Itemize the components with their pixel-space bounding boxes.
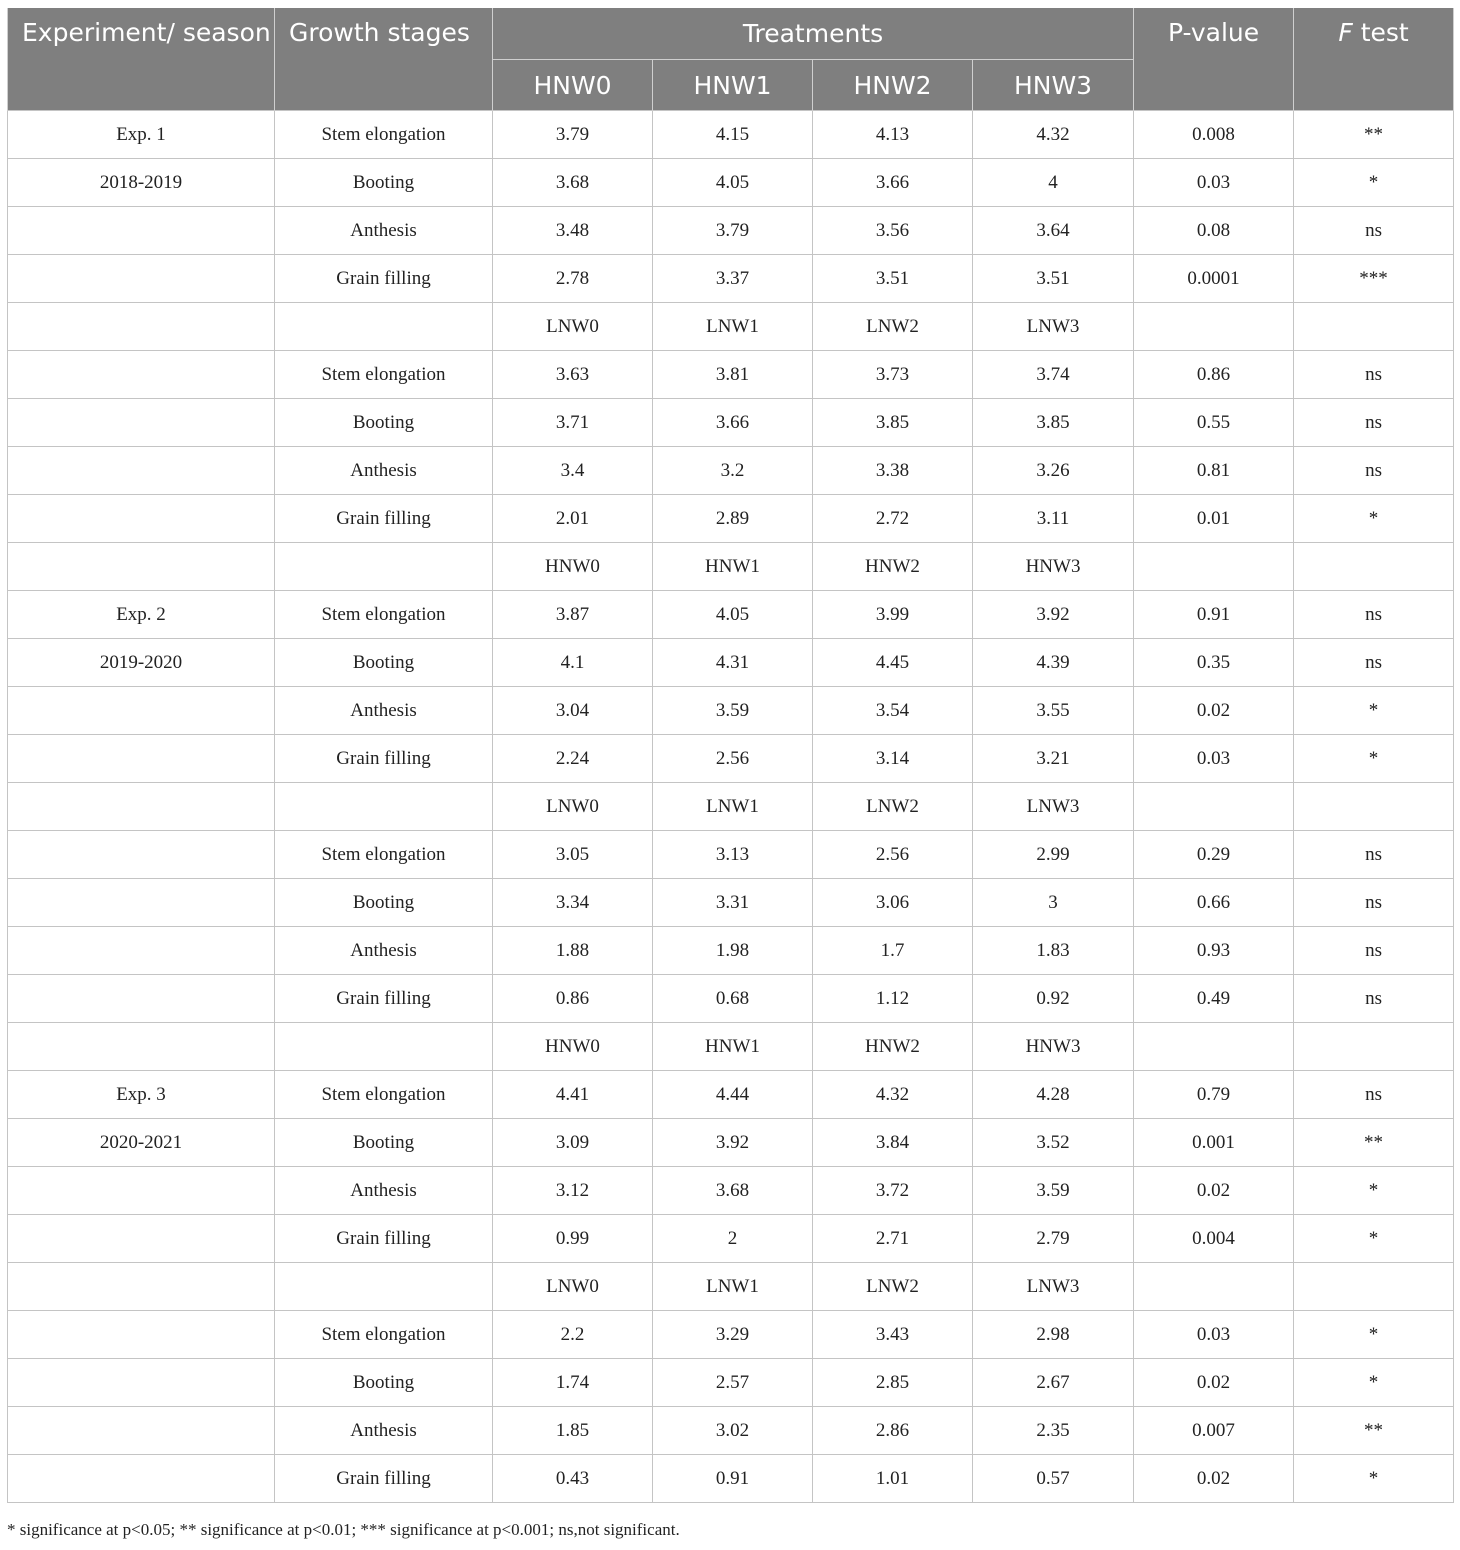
header-treatment-1: HNW1 xyxy=(653,60,813,111)
cell-f-test: ns xyxy=(1294,975,1454,1023)
cell-treatment-1: 3.31 xyxy=(653,879,813,927)
table-row xyxy=(8,399,1454,447)
cell-treatment-3: 3.52 xyxy=(973,1119,1134,1167)
cell-f-test: * xyxy=(1294,1455,1454,1503)
header-treatment-2: HNW2 xyxy=(813,60,973,111)
cell-treatment-0: 3.79 xyxy=(493,111,653,159)
cell-growth-stage: Grain filling xyxy=(275,255,493,303)
table-row xyxy=(8,1263,1454,1311)
cell-treatment-0: 1.88 xyxy=(493,927,653,975)
table-header xyxy=(8,8,1454,111)
cell-growth-stage: Grain filling xyxy=(275,975,493,1023)
cell-experiment: Exp. 2 xyxy=(8,591,275,639)
cell-growth-stage: Booting xyxy=(275,159,493,207)
cell-growth-stage: Grain filling xyxy=(275,1455,493,1503)
table-row xyxy=(8,591,1454,639)
cell-growth-stage: Booting xyxy=(275,1119,493,1167)
cell-treatment-1: LNW1 xyxy=(653,1263,813,1311)
cell-treatment-1: 3.81 xyxy=(653,351,813,399)
cell-treatment-1: 3.13 xyxy=(653,831,813,879)
cell-treatment-2: 3.85 xyxy=(813,399,973,447)
cell-treatment-0: 3.4 xyxy=(493,447,653,495)
cell-growth-stage: Stem elongation xyxy=(275,1311,493,1359)
cell-f-test xyxy=(1294,1023,1454,1071)
cell-treatment-2: LNW2 xyxy=(813,783,973,831)
cell-p-value: 0.01 xyxy=(1134,495,1294,543)
cell-treatment-2: 1.01 xyxy=(813,1455,973,1503)
cell-treatment-1: 4.05 xyxy=(653,159,813,207)
cell-growth-stage: Anthesis xyxy=(275,207,493,255)
table-row xyxy=(8,687,1454,735)
cell-p-value: 0.008 xyxy=(1134,111,1294,159)
table-row xyxy=(8,927,1454,975)
table-row xyxy=(8,879,1454,927)
cell-treatment-2: 2.85 xyxy=(813,1359,973,1407)
cell-treatment-1: HNW1 xyxy=(653,543,813,591)
cell-growth-stage: Stem elongation xyxy=(275,351,493,399)
cell-treatment-0: 3.12 xyxy=(493,1167,653,1215)
cell-experiment xyxy=(8,831,275,879)
cell-treatment-2: 3.54 xyxy=(813,687,973,735)
table-row xyxy=(8,735,1454,783)
table-row xyxy=(8,207,1454,255)
cell-treatment-3: LNW3 xyxy=(973,303,1134,351)
cell-f-test: * xyxy=(1294,1359,1454,1407)
cell-f-test xyxy=(1294,783,1454,831)
cell-treatment-1: 4.05 xyxy=(653,591,813,639)
cell-treatment-2: 3.84 xyxy=(813,1119,973,1167)
cell-experiment xyxy=(8,687,275,735)
header-f-test xyxy=(1294,8,1454,111)
cell-experiment xyxy=(8,1263,275,1311)
cell-growth-stage xyxy=(275,543,493,591)
cell-treatment-3: 4 xyxy=(973,159,1134,207)
cell-f-test: ns xyxy=(1294,399,1454,447)
cell-f-test: ns xyxy=(1294,207,1454,255)
cell-growth-stage: Anthesis xyxy=(275,687,493,735)
cell-f-test: ns xyxy=(1294,831,1454,879)
cell-growth-stage: Booting xyxy=(275,1359,493,1407)
cell-treatment-3: LNW3 xyxy=(973,1263,1134,1311)
cell-treatment-1: 0.91 xyxy=(653,1455,813,1503)
cell-treatment-0: 3.63 xyxy=(493,351,653,399)
table-row xyxy=(8,495,1454,543)
cell-experiment xyxy=(8,495,275,543)
cell-treatment-1: 2.57 xyxy=(653,1359,813,1407)
cell-treatment-1: 3.02 xyxy=(653,1407,813,1455)
cell-p-value: 0.0001 xyxy=(1134,255,1294,303)
cell-p-value: 0.29 xyxy=(1134,831,1294,879)
cell-treatment-2: HNW2 xyxy=(813,1023,973,1071)
cell-growth-stage xyxy=(275,1023,493,1071)
cell-treatment-3: 3.11 xyxy=(973,495,1134,543)
cell-f-test: ns xyxy=(1294,639,1454,687)
table-row xyxy=(8,303,1454,351)
cell-treatment-3: 2.35 xyxy=(973,1407,1134,1455)
cell-p-value: 0.93 xyxy=(1134,927,1294,975)
cell-treatment-0: 0.43 xyxy=(493,1455,653,1503)
table-row xyxy=(8,1455,1454,1503)
cell-treatment-0: 3.68 xyxy=(493,159,653,207)
cell-treatment-0: 4.41 xyxy=(493,1071,653,1119)
table-row xyxy=(8,1359,1454,1407)
cell-treatment-1: LNW1 xyxy=(653,783,813,831)
cell-treatment-2: 3.99 xyxy=(813,591,973,639)
cell-treatment-2: 1.7 xyxy=(813,927,973,975)
table-row xyxy=(8,1215,1454,1263)
cell-treatment-3: 4.32 xyxy=(973,111,1134,159)
cell-growth-stage xyxy=(275,1263,493,1311)
cell-growth-stage: Anthesis xyxy=(275,447,493,495)
cell-p-value: 0.02 xyxy=(1134,1167,1294,1215)
cell-p-value: 0.49 xyxy=(1134,975,1294,1023)
cell-treatment-3: 3.59 xyxy=(973,1167,1134,1215)
cell-treatment-3: 2.99 xyxy=(973,831,1134,879)
cell-experiment xyxy=(8,399,275,447)
cell-treatment-0: 2.78 xyxy=(493,255,653,303)
cell-treatment-0: 3.04 xyxy=(493,687,653,735)
cell-p-value: 0.02 xyxy=(1134,687,1294,735)
cell-experiment xyxy=(8,1359,275,1407)
cell-p-value: 0.55 xyxy=(1134,399,1294,447)
cell-treatment-2: 1.12 xyxy=(813,975,973,1023)
cell-treatment-2: 3.66 xyxy=(813,159,973,207)
cell-treatment-3: 3.51 xyxy=(973,255,1134,303)
cell-experiment xyxy=(8,879,275,927)
table-row xyxy=(8,159,1454,207)
cell-treatment-3: 1.83 xyxy=(973,927,1134,975)
cell-f-test: * xyxy=(1294,159,1454,207)
header-p-value: P-value xyxy=(1134,8,1294,111)
cell-experiment xyxy=(8,927,275,975)
cell-f-test: ns xyxy=(1294,447,1454,495)
cell-experiment: 2019-2020 xyxy=(8,639,275,687)
cell-treatment-2: 4.45 xyxy=(813,639,973,687)
cell-p-value: 0.91 xyxy=(1134,591,1294,639)
cell-p-value xyxy=(1134,303,1294,351)
cell-treatment-2: 3.43 xyxy=(813,1311,973,1359)
cell-f-test: ** xyxy=(1294,1407,1454,1455)
cell-growth-stage: Stem elongation xyxy=(275,591,493,639)
cell-p-value: 0.02 xyxy=(1134,1359,1294,1407)
cell-p-value: 0.03 xyxy=(1134,1311,1294,1359)
cell-treatment-0: 2.2 xyxy=(493,1311,653,1359)
cell-p-value: 0.81 xyxy=(1134,447,1294,495)
table-row xyxy=(8,1023,1454,1071)
cell-f-test: * xyxy=(1294,1311,1454,1359)
cell-treatment-0: 1.85 xyxy=(493,1407,653,1455)
cell-treatment-1: 4.44 xyxy=(653,1071,813,1119)
cell-experiment xyxy=(8,543,275,591)
cell-experiment xyxy=(8,447,275,495)
cell-growth-stage: Anthesis xyxy=(275,927,493,975)
cell-treatment-0: LNW0 xyxy=(493,303,653,351)
cell-f-test: *** xyxy=(1294,255,1454,303)
cell-treatment-2: 3.51 xyxy=(813,255,973,303)
cell-growth-stage: Booting xyxy=(275,639,493,687)
cell-p-value xyxy=(1134,783,1294,831)
cell-p-value xyxy=(1134,1263,1294,1311)
cell-experiment: Exp. 1 xyxy=(8,111,275,159)
header-growth-stages: Growth stages xyxy=(275,8,493,111)
cell-growth-stage: Booting xyxy=(275,399,493,447)
cell-treatment-2: 2.72 xyxy=(813,495,973,543)
cell-experiment xyxy=(8,1167,275,1215)
table-row xyxy=(8,783,1454,831)
cell-treatment-1: 3.2 xyxy=(653,447,813,495)
cell-experiment xyxy=(8,1023,275,1071)
table-row xyxy=(8,255,1454,303)
cell-growth-stage: Stem elongation xyxy=(275,831,493,879)
cell-treatment-3: 3.85 xyxy=(973,399,1134,447)
cell-growth-stage: Anthesis xyxy=(275,1407,493,1455)
header-treatment-0: HNW0 xyxy=(493,60,653,111)
cell-experiment: 2020-2021 xyxy=(8,1119,275,1167)
cell-treatment-1: 4.31 xyxy=(653,639,813,687)
cell-p-value: 0.03 xyxy=(1134,159,1294,207)
cell-growth-stage: Grain filling xyxy=(275,495,493,543)
cell-f-test: ns xyxy=(1294,1071,1454,1119)
header-f-test-rest: test xyxy=(1352,18,1409,47)
cell-treatment-0: LNW0 xyxy=(493,1263,653,1311)
cell-treatment-0: LNW0 xyxy=(493,783,653,831)
cell-treatment-0: HNW0 xyxy=(493,1023,653,1071)
cell-treatment-2: LNW2 xyxy=(813,303,973,351)
cell-f-test: * xyxy=(1294,687,1454,735)
table-container xyxy=(7,8,1453,1503)
cell-f-test: ** xyxy=(1294,111,1454,159)
cell-f-test: * xyxy=(1294,735,1454,783)
data-table xyxy=(7,8,1454,1503)
cell-treatment-0: 1.74 xyxy=(493,1359,653,1407)
cell-treatment-3: 3.64 xyxy=(973,207,1134,255)
cell-p-value xyxy=(1134,1023,1294,1071)
cell-f-test xyxy=(1294,543,1454,591)
cell-treatment-1: 4.15 xyxy=(653,111,813,159)
cell-treatment-3: LNW3 xyxy=(973,783,1134,831)
cell-treatment-1: 3.92 xyxy=(653,1119,813,1167)
header-treatment-3: HNW3 xyxy=(973,60,1134,111)
cell-treatment-1: 3.29 xyxy=(653,1311,813,1359)
cell-treatment-0: 2.01 xyxy=(493,495,653,543)
cell-p-value xyxy=(1134,543,1294,591)
cell-treatment-3: 2.98 xyxy=(973,1311,1134,1359)
cell-treatment-3: 0.92 xyxy=(973,975,1134,1023)
cell-treatment-3: HNW3 xyxy=(973,543,1134,591)
cell-p-value: 0.001 xyxy=(1134,1119,1294,1167)
cell-experiment xyxy=(8,1407,275,1455)
cell-growth-stage: Stem elongation xyxy=(275,1071,493,1119)
header-experiment-season: Experiment/ season xyxy=(8,8,275,111)
table-row xyxy=(8,351,1454,399)
cell-treatment-1: 3.68 xyxy=(653,1167,813,1215)
cell-treatment-1: 0.68 xyxy=(653,975,813,1023)
cell-treatment-2: 3.72 xyxy=(813,1167,973,1215)
cell-treatment-1: HNW1 xyxy=(653,1023,813,1071)
cell-treatment-3: 3.74 xyxy=(973,351,1134,399)
cell-p-value: 0.35 xyxy=(1134,639,1294,687)
header-treatments: Treatments xyxy=(493,8,1134,60)
cell-treatment-1: 1.98 xyxy=(653,927,813,975)
cell-p-value: 0.79 xyxy=(1134,1071,1294,1119)
cell-treatment-0: HNW0 xyxy=(493,543,653,591)
cell-growth-stage: Stem elongation xyxy=(275,111,493,159)
cell-experiment xyxy=(8,783,275,831)
cell-f-test: * xyxy=(1294,1215,1454,1263)
cell-p-value: 0.03 xyxy=(1134,735,1294,783)
cell-treatment-0: 3.34 xyxy=(493,879,653,927)
table-row xyxy=(8,1407,1454,1455)
cell-f-test: ns xyxy=(1294,927,1454,975)
cell-treatment-1: 3.79 xyxy=(653,207,813,255)
cell-treatment-3: 2.79 xyxy=(973,1215,1134,1263)
cell-treatment-3: 3.92 xyxy=(973,591,1134,639)
cell-treatment-2: 4.13 xyxy=(813,111,973,159)
cell-growth-stage xyxy=(275,783,493,831)
cell-treatment-2: 2.86 xyxy=(813,1407,973,1455)
cell-treatment-3: 3.55 xyxy=(973,687,1134,735)
cell-treatment-2: HNW2 xyxy=(813,543,973,591)
cell-treatment-2: 2.56 xyxy=(813,831,973,879)
cell-experiment xyxy=(8,207,275,255)
cell-treatment-1: LNW1 xyxy=(653,303,813,351)
cell-treatment-2: 3.73 xyxy=(813,351,973,399)
cell-treatment-3: 4.39 xyxy=(973,639,1134,687)
cell-growth-stage: Grain filling xyxy=(275,1215,493,1263)
cell-p-value: 0.66 xyxy=(1134,879,1294,927)
cell-growth-stage xyxy=(275,303,493,351)
table-body xyxy=(8,111,1454,1503)
cell-growth-stage: Anthesis xyxy=(275,1167,493,1215)
cell-treatment-0: 4.1 xyxy=(493,639,653,687)
cell-experiment: Exp. 3 xyxy=(8,1071,275,1119)
cell-treatment-0: 0.99 xyxy=(493,1215,653,1263)
cell-experiment xyxy=(8,303,275,351)
table-row xyxy=(8,975,1454,1023)
cell-treatment-0: 3.87 xyxy=(493,591,653,639)
cell-treatment-1: 2 xyxy=(653,1215,813,1263)
cell-experiment xyxy=(8,1215,275,1263)
cell-treatment-2: 3.38 xyxy=(813,447,973,495)
cell-treatment-1: 3.37 xyxy=(653,255,813,303)
cell-treatment-1: 3.66 xyxy=(653,399,813,447)
cell-treatment-3: HNW3 xyxy=(973,1023,1134,1071)
cell-treatment-3: 0.57 xyxy=(973,1455,1134,1503)
cell-treatment-1: 3.59 xyxy=(653,687,813,735)
table-row xyxy=(8,543,1454,591)
cell-p-value: 0.86 xyxy=(1134,351,1294,399)
cell-p-value: 0.08 xyxy=(1134,207,1294,255)
cell-f-test: ns xyxy=(1294,351,1454,399)
cell-growth-stage: Booting xyxy=(275,879,493,927)
table-footnote: * significance at p<0.05; ** significance at p<0.01; *** significance at p<0.001; ns,not significant. xyxy=(7,1520,680,1539)
cell-f-test: * xyxy=(1294,1167,1454,1215)
cell-experiment xyxy=(8,975,275,1023)
cell-experiment: 2018-2019 xyxy=(8,159,275,207)
cell-treatment-3: 3.21 xyxy=(973,735,1134,783)
cell-treatment-0: 3.48 xyxy=(493,207,653,255)
cell-treatment-3: 4.28 xyxy=(973,1071,1134,1119)
cell-experiment xyxy=(8,255,275,303)
cell-f-test xyxy=(1294,1263,1454,1311)
cell-treatment-0: 3.71 xyxy=(493,399,653,447)
table-row xyxy=(8,447,1454,495)
cell-treatment-2: 3.06 xyxy=(813,879,973,927)
cell-experiment xyxy=(8,1455,275,1503)
cell-treatment-2: 3.56 xyxy=(813,207,973,255)
cell-treatment-3: 3.26 xyxy=(973,447,1134,495)
cell-f-test xyxy=(1294,303,1454,351)
cell-p-value: 0.02 xyxy=(1134,1455,1294,1503)
table-row xyxy=(8,1119,1454,1167)
table-row xyxy=(8,1071,1454,1119)
table-row xyxy=(8,111,1454,159)
table-row xyxy=(8,1167,1454,1215)
cell-p-value: 0.007 xyxy=(1134,1407,1294,1455)
cell-experiment xyxy=(8,351,275,399)
cell-f-test: ** xyxy=(1294,1119,1454,1167)
cell-treatment-2: LNW2 xyxy=(813,1263,973,1311)
cell-treatment-1: 2.89 xyxy=(653,495,813,543)
table-row xyxy=(8,639,1454,687)
cell-treatment-0: 2.24 xyxy=(493,735,653,783)
cell-experiment xyxy=(8,1311,275,1359)
cell-growth-stage: Grain filling xyxy=(275,735,493,783)
cell-treatment-0: 3.09 xyxy=(493,1119,653,1167)
cell-treatment-3: 3 xyxy=(973,879,1134,927)
cell-f-test: ns xyxy=(1294,879,1454,927)
cell-treatment-2: 4.32 xyxy=(813,1071,973,1119)
cell-treatment-0: 0.86 xyxy=(493,975,653,1023)
cell-f-test: ns xyxy=(1294,591,1454,639)
table-row xyxy=(8,831,1454,879)
cell-f-test: * xyxy=(1294,495,1454,543)
cell-treatment-3: 2.67 xyxy=(973,1359,1134,1407)
cell-p-value: 0.004 xyxy=(1134,1215,1294,1263)
cell-treatment-1: 2.56 xyxy=(653,735,813,783)
header-f-test-italic: F xyxy=(1338,18,1353,47)
cell-treatment-2: 3.14 xyxy=(813,735,973,783)
cell-experiment xyxy=(8,735,275,783)
table-row xyxy=(8,1311,1454,1359)
cell-treatment-0: 3.05 xyxy=(493,831,653,879)
cell-treatment-2: 2.71 xyxy=(813,1215,973,1263)
